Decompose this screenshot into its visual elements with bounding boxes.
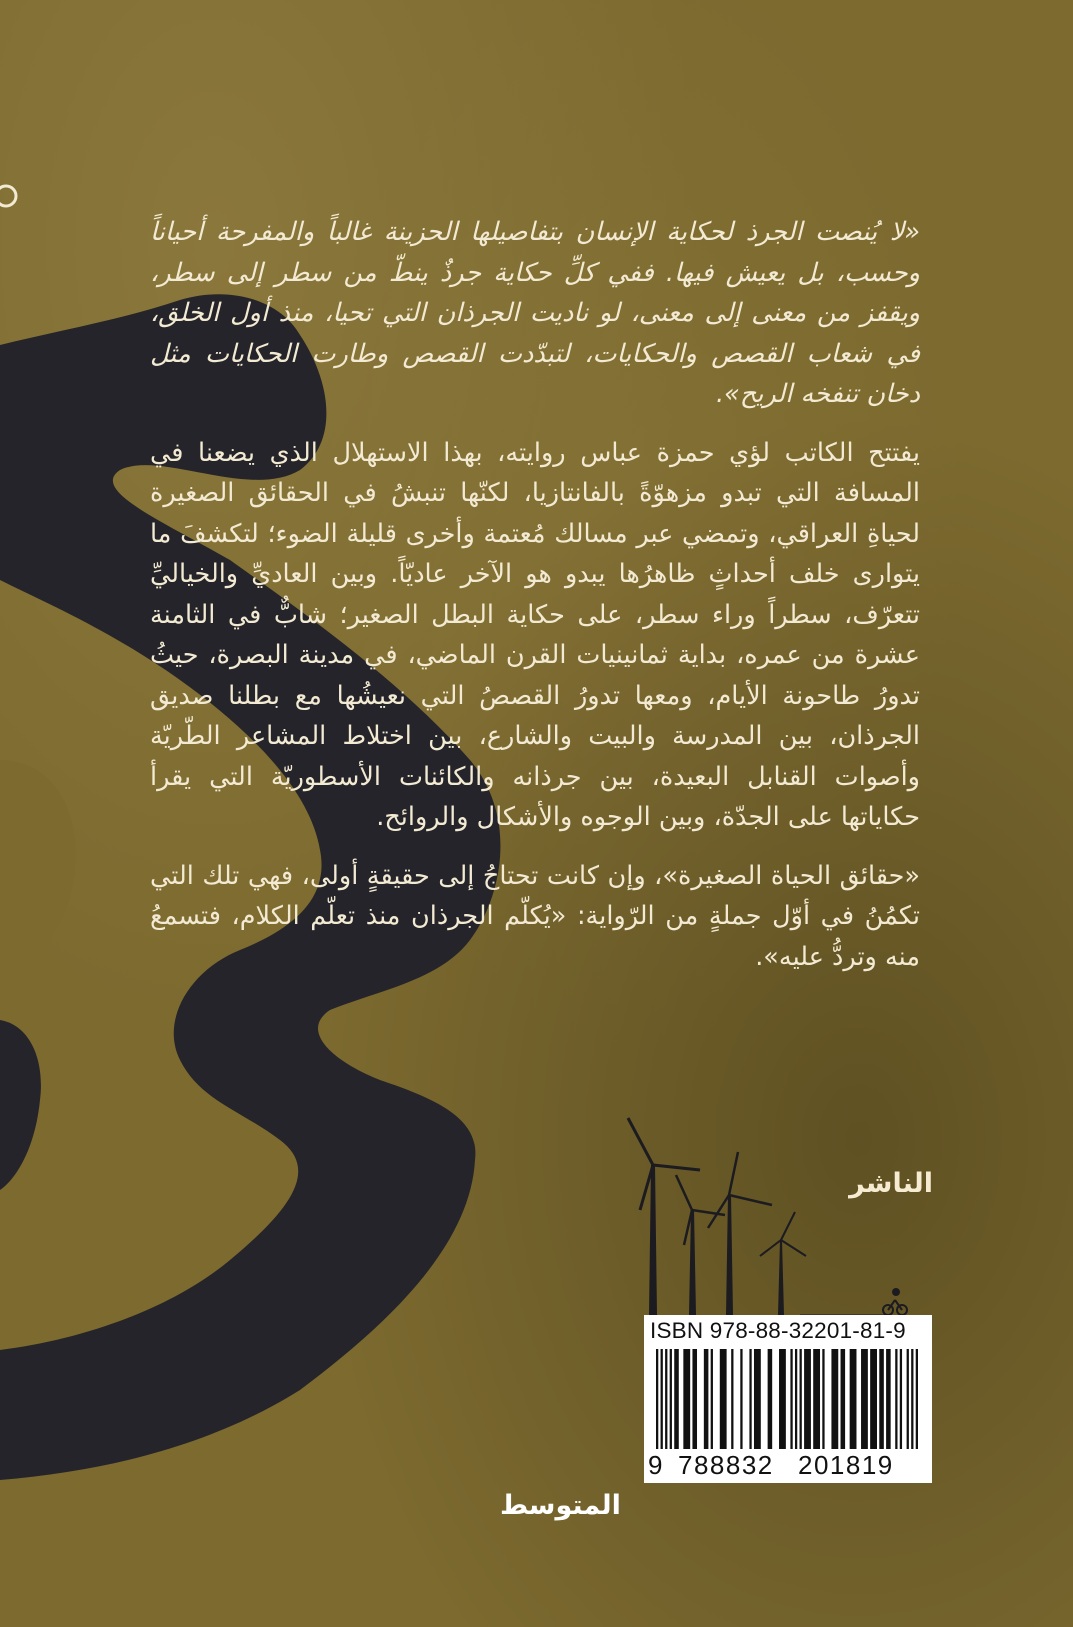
publisher-signature: الناشر	[849, 1168, 933, 1199]
barcode-bar	[813, 1349, 820, 1449]
barcode-bar	[790, 1349, 792, 1449]
barcode-bar	[831, 1349, 838, 1449]
blurb-text	[150, 212, 920, 995]
wind-turbine	[708, 1152, 772, 1315]
barcode-bar	[916, 1349, 918, 1449]
barcode-bar	[850, 1349, 857, 1449]
barcode-bar	[656, 1349, 658, 1449]
isbn-label: ISBN 978-88-32201-81-9	[650, 1318, 906, 1343]
barcode-bar	[720, 1349, 727, 1449]
publisher-logo: المتوسط	[500, 1490, 621, 1521]
barcode-digit-group: 201819	[798, 1450, 894, 1480]
barcode-bar	[711, 1349, 713, 1449]
barcode-bar	[692, 1349, 697, 1449]
barcode-bar	[895, 1349, 897, 1449]
cyclist-figure	[883, 1289, 907, 1315]
barcode-bars	[656, 1349, 924, 1453]
barcode-bar	[911, 1349, 913, 1449]
barcode-bar	[740, 1349, 742, 1449]
edge-mark	[0, 186, 16, 206]
barcode-bar	[704, 1349, 709, 1449]
barcode-lead-digit: 9	[648, 1450, 663, 1480]
barcode-bar	[861, 1349, 868, 1449]
barcode-bar	[661, 1349, 663, 1449]
barcode-bar	[683, 1349, 690, 1449]
wind-turbine	[676, 1175, 725, 1315]
barcode-bar	[768, 1349, 773, 1449]
barcode-bar	[749, 1349, 751, 1449]
opening-quote: «لا يُنصت الجرذ لحكاية الإنسان بتفاصيلها الحزينة غالباً والمفرحة أحياناً وحسب، بل يعيش فيها. ففي كلِّ حكاية جرذٌ ينطّ من سطر إلى سطر، ويقفز من معنى إلى معنى، لو ناديت الجرذان التي تحيا، منذ أول الخلق، في شعاب القصص والحكايات، لتبدّدت القصص وطارت الحكايات مثل دخان تنفخه الريح».	[150, 217, 920, 409]
barcode-bar	[804, 1349, 811, 1449]
barcode-digit-group: 788832	[678, 1450, 774, 1480]
wind-turbine	[760, 1212, 806, 1315]
barcode-bar	[779, 1349, 786, 1449]
barcode-bar	[731, 1349, 733, 1449]
barcode-bar	[795, 1349, 797, 1449]
blurb-paragraph: «حقائق الحياة الصغيرة»، وإن كانت تحتاجُ إلى حقيقةٍ أولى، فهي تلك التي تكمُنُ في أوّل جملةٍ من الرّواية: «يُكلّم الجرذان منذ تعلّم الكلام، فتسمعُ منه وتردُّ عليه».	[150, 860, 920, 972]
barcode-bar	[822, 1349, 824, 1449]
barcode-bar	[900, 1349, 902, 1449]
barcode-bar	[754, 1349, 761, 1449]
wind-turbines-illustration	[628, 1118, 907, 1315]
barcode-bar	[879, 1349, 884, 1449]
barcode-bar	[870, 1349, 877, 1449]
wind-turbine	[628, 1118, 700, 1315]
barcode-bar	[665, 1349, 667, 1449]
barcode-bar	[670, 1349, 672, 1449]
isbn-barcode	[644, 1315, 932, 1483]
blurb-paragraph: يفتتح الكاتب لؤي حمزة عباس روايته، بهذا الاستهلال الذي يضعنا في المسافة التي تبدو مزهوّةً بالفانتازيا، لكنّها تنبشُ في الحقائق الصغيرة لحياةِ العراقي، وتمضي عبر مسالك مُعتمة وأخرى قليلة الضوء؛ لتكشفَ ما يتوارى خلف أحداثٍ ظاهرُها يبدو هو الآخر عاديّاً. وبين العاديِّ والخياليِّ تتعرّف، سطراً وراء سطر، على حكاية البطل الصغير؛ شابٌّ في الثامنة عشرة من عمره، بداية ثمانينيات القرن الماضي، في مدينة البصرة، حيثُ تدورُ طاحونة الأيام، ومعها تدورُ القصصُ التي نعيشُها مع بطلنا صديق الجرذان، بين المدرسة والبيت والشارع، بين اختلاط المشاعر الطّريّة وأصوات القنابل البعيدة، بين جرذانه والكائنات الأسطوريّة التي يقرأ حكاياتها على الجدّة، وبين الوجوه والأشكال والروائح.	[150, 437, 920, 832]
barcode-bar	[907, 1349, 909, 1449]
barcode-bar	[886, 1349, 891, 1449]
barcode-bar	[841, 1349, 846, 1449]
calligraphy-stroke-lower	[0, 1020, 41, 1190]
barcode-bar	[674, 1349, 679, 1449]
barcode-bar	[800, 1349, 802, 1449]
calligraphy-stroke-inner	[0, 760, 76, 990]
